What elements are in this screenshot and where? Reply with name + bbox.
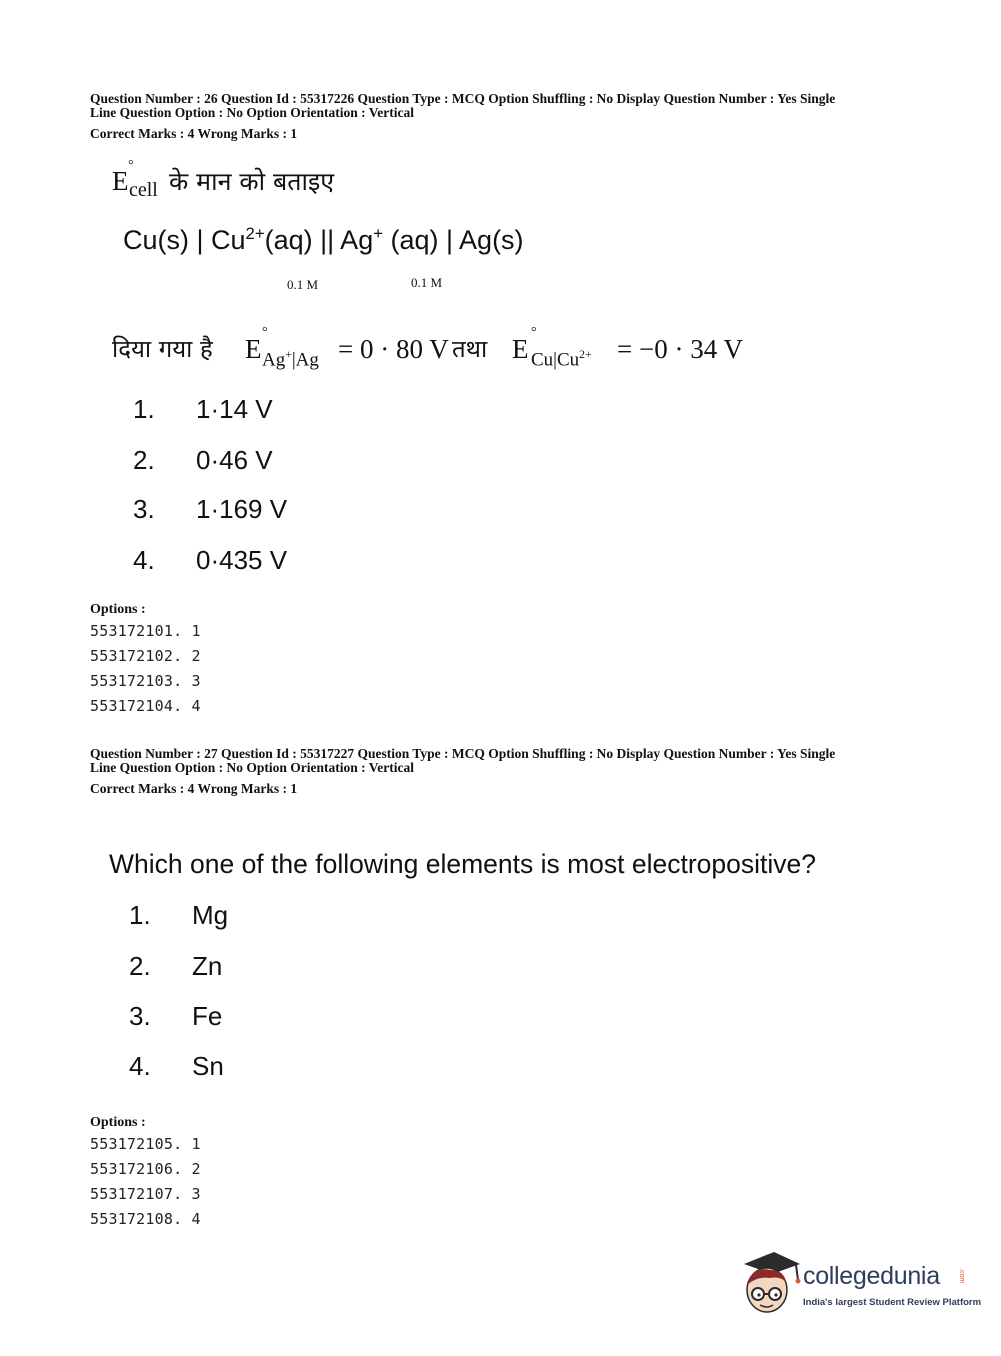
e2-sub: [531, 348, 592, 371]
q26-choice-4-text: 0·435 V: [196, 545, 288, 575]
q27-meta: [90, 747, 920, 775]
given-connector: तथा: [452, 335, 488, 363]
e2-sub-charge: 2+: [579, 348, 592, 361]
q26-choice-2-num: 2.: [133, 445, 155, 475]
cu-charge: 2+: [245, 224, 265, 243]
q26-choice-4-num: 4.: [133, 545, 155, 575]
q27-choice-4-num: 4.: [129, 1051, 151, 1081]
q26-option-id-3: 553172103. 3: [90, 672, 201, 690]
q27-option-id-3: 553172107. 3: [90, 1185, 201, 1203]
q27-choice-3-num: 3.: [129, 1001, 151, 1031]
q26-meta-line1: Question Number : 26 Question Id : 55317226 Question Type : MCQ Option Shuffling : No Display Question Number : Yes Single: [90, 91, 836, 106]
cell-part2: (aq) || Ag: [264, 225, 374, 255]
q26-prompt-hindi: के मान को बताइए: [169, 167, 335, 196]
q26-cell-notation: [123, 224, 524, 256]
logo-name: collegedunia: [803, 1262, 940, 1290]
q27-choice-4-text: Sn: [192, 1051, 224, 1081]
q26-prompt-degree: °: [128, 158, 134, 173]
q27-option-id-1: 553172105. 1: [90, 1135, 201, 1153]
q26-meta: [90, 92, 920, 120]
q26-choice-1-text: 1·14 V: [196, 394, 273, 424]
logo-tagline: India's largest Student Review Platform: [803, 1297, 982, 1308]
q27-meta-line1: Question Number : 27 Question Id : 55317227 Question Type : MCQ Option Shuffling : No Display Question Number : Yes Single: [90, 746, 836, 761]
q27-prompt: Which one of the following elements is most electropositive?: [109, 849, 817, 879]
q26-choice-1-num: 1.: [133, 394, 155, 424]
q27-option-id-2: 553172106. 2: [90, 1160, 201, 1178]
e2-degree: °: [531, 325, 537, 340]
e1-symbol: E: [245, 334, 262, 364]
q27-options-label: Options :: [90, 1115, 146, 1130]
q26-choice-3-text: 1·169 V: [196, 494, 288, 524]
q26-option-id-4: 553172104. 4: [90, 697, 201, 715]
e2-sub-a: Cu|Cu: [531, 349, 580, 371]
e1-value: = 0 · 80 V: [338, 334, 449, 364]
q26-choice-3-num: 3.: [133, 494, 155, 524]
q26-options-label: Options :: [90, 602, 146, 617]
e1-degree: °: [262, 325, 268, 340]
q27-choice-1-num: 1.: [129, 900, 151, 930]
q27-choice-1-text: Mg: [192, 900, 229, 930]
e1-sub: [262, 348, 319, 371]
e2-value: = −0 · 34 V: [617, 334, 743, 364]
q27-choice-3-text: Fe: [192, 1001, 223, 1031]
q26-choice-2-text: 0·46 V: [196, 445, 273, 475]
q26-option-id-2: 553172102. 2: [90, 647, 201, 665]
q26-conc-cu: 0.1 M: [287, 277, 319, 292]
q27-meta-line2: Line Question Option : No Option Orientation : Vertical: [90, 760, 415, 775]
e1-sub-charge: +: [285, 348, 292, 361]
q27-marks: Correct Marks : 4 Wrong Marks : 1: [90, 781, 298, 796]
q26-prompt-sub: cell: [129, 179, 158, 201]
cell-part1: Cu(s) | Cu: [123, 225, 246, 255]
q26-prompt-symbol: E: [112, 166, 129, 196]
ag-charge: +: [373, 224, 383, 243]
q26-option-id-1: 553172101. 1: [90, 622, 201, 640]
q26-given: [112, 325, 812, 378]
e2-symbol: E: [512, 334, 529, 364]
given-prefix: दिया गया है: [112, 335, 213, 363]
q27-option-id-4: 553172108. 4: [90, 1210, 201, 1228]
q27-choice-2-num: 2.: [129, 951, 151, 981]
student-mascot-icon: [740, 1248, 802, 1320]
e1-sub-b: |Ag: [291, 349, 319, 371]
q27-choice-2-text: Zn: [192, 951, 223, 981]
logo-suffix: .com: [958, 1268, 965, 1284]
q26-meta-line2: Line Question Option : No Option Orientation : Vertical: [90, 105, 415, 120]
q26-marks: Correct Marks : 4 Wrong Marks : 1: [90, 126, 298, 141]
q26-conc-ag: 0.1 M: [411, 275, 443, 290]
e1-sub-a: Ag: [262, 349, 286, 371]
cell-part3: (aq) | Ag(s): [383, 225, 524, 255]
